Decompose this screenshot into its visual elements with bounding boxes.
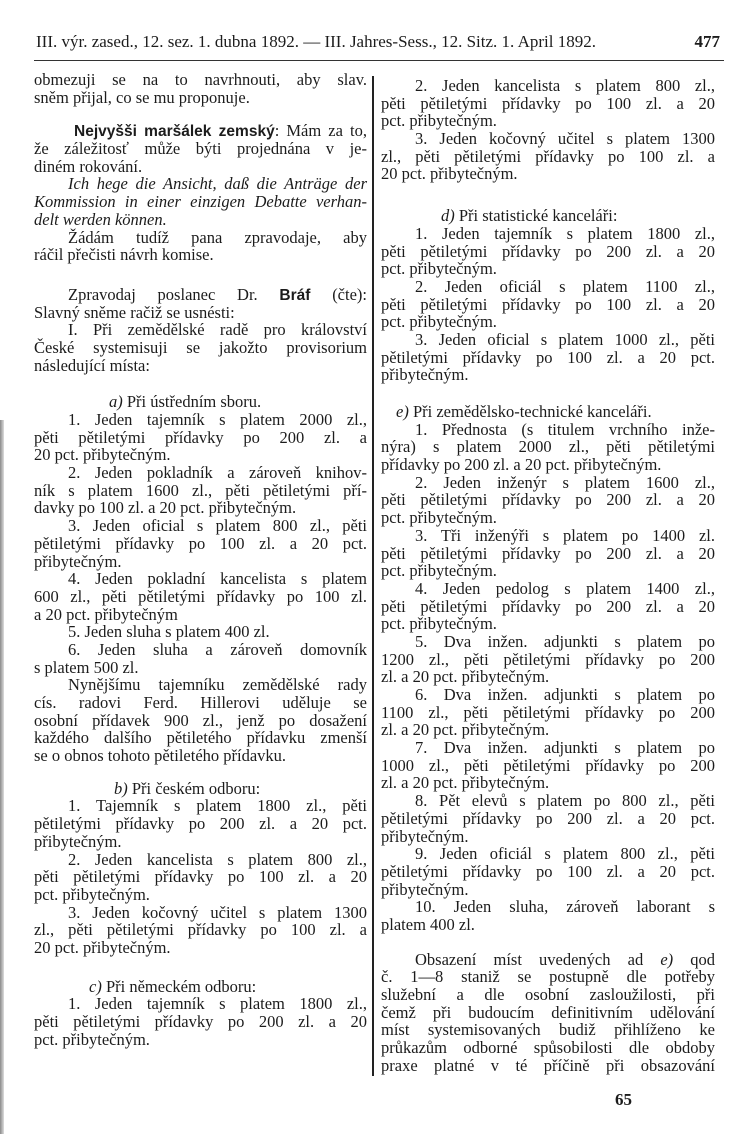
text-segment: Při statistické kanceláři: (454, 206, 618, 226)
text-line: 10. Jeden sluha, zároveň laborant s (415, 897, 715, 917)
paragraph (34, 411, 367, 464)
sec-obsazeni (381, 951, 715, 1075)
text-line: 20 pct. přibytečným. (34, 445, 171, 465)
text-line: davky po 100 zl. a 20 pct. přibytečným. (34, 498, 297, 518)
text-line: Slavný sněme račiž se usnésti: (34, 302, 235, 322)
text-line: 2. Jeden inženýr s platem 1600 zl., (415, 472, 715, 492)
text-line: sněm přijal, co se mu proponuje. (34, 87, 250, 107)
paragraph (381, 580, 715, 633)
text-line: ník s platem 1600 zl., pěti pětiletými pří- (34, 480, 367, 500)
section-heading (381, 403, 715, 421)
text-line: 1. Jeden tajemník s platem 2000 zl., (68, 410, 367, 429)
text-line: pětiletými přídavky po 100 zl. a 20 pct. (381, 347, 715, 367)
paragraph (381, 792, 715, 845)
text-line: pěti pětiletými přídavky po 200 zl. a 20 (34, 1012, 367, 1031)
text-segment: Při zemědělsko-technické kanceláři. (408, 402, 652, 421)
text-line: 8. Pět elevů s platem po 800 zl., pěti (415, 791, 715, 811)
section-heading (34, 393, 367, 411)
text-segment: Zpravodaj poslanec Dr. (68, 284, 280, 304)
text-line (34, 978, 367, 996)
text-line: pěti pětiletými přídavky po 100 zl. a 20 (381, 294, 715, 314)
paragraph (34, 229, 367, 264)
text-line: 20 pct. přibytečným. (34, 937, 171, 957)
text-line: 2. Jeden kancelista s platem 800 zl., (415, 76, 715, 95)
text-line: pěti pětiletými přídavky po 200 zl. a (34, 427, 367, 447)
sec-intro (34, 71, 367, 106)
section-heading (34, 978, 367, 996)
text-line: 3. Jeden oficial s platem 1000 zl., pěti (415, 329, 715, 349)
paragraph (381, 633, 715, 686)
text-line: přibytečným. (381, 365, 469, 385)
text-line: zl., pěti pětiletými přídavky po 100 zl. a (381, 146, 715, 166)
text-line: přibytečným. (34, 551, 122, 571)
text-line: čemž při budoucím definitivním udělování (381, 1002, 715, 1022)
text-line: České systemisuji se jakožto provisorium (34, 337, 367, 357)
text-segment: : Mám za to, (274, 121, 367, 141)
text-line: každého dalšího pětiletého přídavku zmenší (34, 728, 367, 748)
text-line: obmezuji se na to navrhnouti, aby slav. (34, 70, 367, 89)
text-line: zl. a 20 pct. přibytečným. (381, 720, 550, 740)
text-line: 1. Tajemník s platem 1800 zl., pěti (68, 796, 367, 816)
speaker-name: Bráf (279, 286, 311, 304)
text-line: cís. radovi Ferd. Hillerovi uděluje se (34, 693, 367, 712)
text-line: průkazům odborné spůsobilosti dle obdoby (381, 1038, 715, 1058)
text-line: pct. přibytečným. (381, 312, 497, 332)
text-line: míst systemisovaných budiž přihlíženo ke (381, 1020, 715, 1040)
text-line (34, 780, 367, 798)
paragraph (34, 464, 367, 517)
text-line: 5. Jeden sluha s platem 400 zl. (68, 622, 270, 642)
text-segment: Při českém odboru: (127, 778, 261, 798)
text-line: 1. Jeden tajemník s platem 1800 zl., (68, 994, 367, 1014)
text-line: pětiletými přídavky po 100 zl. a 20 pct. (381, 861, 715, 881)
text-line: pct. přibytečným. (34, 1029, 150, 1049)
paragraph (34, 71, 367, 106)
sec-reporter (34, 286, 367, 374)
text-line: pětiletými přídavky po 200 zl. a 20 pct. (381, 808, 715, 828)
sec-b (34, 780, 367, 957)
text-line: pěti pětiletými přídavky po 200 zl. a 20 (381, 241, 715, 261)
text-line: 2. Jeden kancelista s platem 800 zl., (68, 849, 367, 869)
text-line: 600 zl., pěti pětiletými přídavky po 100 zl. (34, 586, 367, 606)
text-line: 6. Dva inžen. adjunkti s platem po (415, 685, 715, 704)
text-line: pěti pětiletými přídavky po 100 zl. a 20 (34, 867, 367, 887)
paragraph (34, 517, 367, 570)
paragraph (381, 331, 715, 384)
text-segment: Při německém odboru: (101, 976, 257, 996)
sec-e (381, 403, 715, 934)
right-column (381, 77, 715, 1074)
text-segment: Při ústředním sboru. (122, 392, 262, 412)
text-line: přibytečným. (381, 826, 469, 846)
text-line: že záležitosť může býti projednána v je- (34, 139, 367, 159)
text-line: přídavky po 200 zl. a 20 pct. přibytečným. (381, 455, 662, 475)
section-heading (381, 207, 715, 225)
text-line (381, 207, 715, 225)
section-heading (34, 780, 367, 798)
text-line (34, 286, 367, 304)
text-line (381, 951, 715, 969)
text-line: pěti pětiletými přídavky po 200 zl. a 20 (381, 490, 715, 510)
paragraph (34, 175, 367, 228)
paragraph (381, 898, 715, 933)
text-line: Ich hege die Ansicht, daß die Anträge der (68, 174, 367, 194)
text-segment: e) (660, 949, 674, 969)
text-line: 20 pct. přibytečným. (381, 164, 518, 184)
text-line: praxe platné v té příčině při obsazování (381, 1055, 715, 1075)
text-line: přibytečným. (381, 879, 469, 899)
left-column (34, 71, 367, 1048)
paragraph (34, 286, 367, 321)
sec-c-cont (381, 77, 715, 183)
paragraph (381, 130, 715, 183)
text-line: pěti pětiletými přídavky po 100 zl. a 20 (381, 93, 715, 113)
text-line: zl., pěti pětiletými přídavky po 100 zl. a (34, 920, 367, 940)
speaker-name: Nejvyšši maršálek zemský (74, 123, 275, 141)
text-line: pěti pětiletými přídavky po 200 zl. a 20 (381, 543, 715, 563)
text-segment: e) (396, 402, 409, 421)
text-line: Kommission in einer einzigen Debatte verhan- (34, 192, 367, 212)
paragraph (381, 739, 715, 792)
text-line: pct. přibytečným. (381, 259, 497, 279)
text-line: 4. Jeden pedolog s platem 1400 zl., (415, 578, 715, 598)
text-line: 1000 zl., pěti pětiletými přídavky po 200 (381, 755, 715, 775)
text-line: Nynějšímu tajemníku zemědělské rady (68, 675, 367, 695)
paragraph (34, 321, 367, 374)
text-line: pěti pětiletými přídavky po 200 zl. a 20 (381, 596, 715, 616)
paragraph (381, 77, 715, 130)
paragraph (34, 995, 367, 1048)
text-line: 3. Tři inženýři s platem po 1400 zl. (415, 525, 715, 545)
sec-a (34, 393, 367, 764)
paragraph (34, 122, 367, 175)
text-line: pct. přibytečným. (381, 561, 497, 581)
paragraph (381, 686, 715, 739)
text-line: pct. přibytečným. (381, 111, 497, 131)
paragraph (34, 623, 367, 641)
text-line: pětiletými přídavky po 100 zl. a 20 pct. (34, 533, 367, 553)
text-segment: a) (109, 392, 123, 412)
text-segment: d) (441, 206, 455, 226)
text-line: č. 1—8 staniž se postupně dle potřeby (381, 967, 715, 987)
running-header (36, 32, 720, 54)
paragraph (34, 851, 367, 904)
paragraph (381, 474, 715, 527)
text-line: následující místa: (34, 355, 150, 375)
paragraph (381, 527, 715, 580)
text-segment: Obsazení míst uvedených ad (415, 949, 661, 969)
text-line (34, 393, 367, 411)
sec-c (34, 978, 367, 1049)
text-segment: (čte): (310, 284, 367, 304)
page-number: 477 (694, 32, 720, 51)
text-line: 5. Dva inžen. adjunkti s platem po (415, 631, 715, 651)
text-line: přibytečným. (34, 831, 122, 851)
text-line: zl. a 20 pct. přibytečným. (381, 773, 550, 793)
text-segment: b) (114, 778, 128, 798)
paragraph (381, 845, 715, 898)
text-line: platem 400 zl. (381, 914, 475, 934)
text-line: pct. přibytečným. (381, 614, 497, 634)
text-line: služební a dle osobní zasloužilosti, při (381, 985, 715, 1004)
text-line: zl. a 20 pct. přibytečným. (381, 667, 550, 687)
paragraph (381, 421, 715, 474)
text-line: Žádám tudíž pana zpravodaje, aby (68, 227, 367, 247)
text-line: nýra) s platem 2000 zl., pěti pětiletými (381, 437, 715, 457)
paragraph (381, 951, 715, 1075)
text-line (381, 403, 715, 421)
column-divider (372, 76, 374, 1076)
text-line: s platem 500 zl. (34, 657, 139, 677)
text-segment: c) (89, 976, 102, 996)
paragraph (34, 676, 367, 764)
paragraph (34, 641, 367, 676)
text-line: 3. Jeden oficial s platem 800 zl., pěti (68, 516, 367, 536)
text-line: 1100 zl., pěti pětiletými přídavky po 200 (381, 702, 715, 722)
text-line: I. Při zemědělské radě pro království (68, 320, 367, 340)
sec-d (381, 207, 715, 384)
text-line: pětiletými přídavky po 200 zl. a 20 pct. (34, 814, 367, 834)
text-line: 2. Jeden pokladník a zároveň knihov- (68, 463, 367, 483)
text-line: 1. Přednosta (s titulem vrchního inže- (415, 419, 715, 439)
paragraph (34, 570, 367, 623)
text-line: delt werden können. (34, 209, 167, 229)
text-line: 9. Jeden oficiál s platem 800 zl., pěti (415, 844, 715, 864)
text-segment: qod (673, 949, 716, 969)
header-rule (34, 60, 724, 61)
text-line: pct. přibytečným. (381, 508, 497, 528)
text-line: a 20 pct. přibytečným (34, 604, 178, 624)
text-line: se o obnos tohoto pětiletého přídavku. (34, 746, 287, 766)
header-title: III. výr. zased., 12. sez. 1. dubna 1892. — III. Jahres-Sess., 12. Sitz. 1. April 1892. (36, 32, 596, 51)
text-line: diném rokování. (34, 156, 143, 176)
text-line: 1200 zl., pěti pětiletými přídavky po 200 (381, 649, 715, 669)
text-line: ráčil přečisti návrh komise. (34, 245, 214, 265)
paragraph (34, 797, 367, 850)
scan-edge (0, 420, 4, 1134)
sec-marshal (34, 122, 367, 264)
text-line: 3. Jeden kočovný učitel s platem 1300 (415, 129, 715, 149)
text-line: pct. přibytečným. (34, 884, 150, 904)
text-line: 6. Jeden sluha a zároveň domovník (68, 639, 367, 659)
text-line: 4. Jeden pokladní kancelista s platem (68, 569, 367, 589)
paragraph (381, 225, 715, 278)
text-line (34, 122, 367, 140)
text-line: 3. Jeden kočovný učitel s platem 1300 (68, 902, 367, 922)
paragraph (381, 278, 715, 331)
text-line: 2. Jeden oficiál s platem 1100 zl., (415, 276, 715, 296)
paragraph (34, 904, 367, 957)
text-line: 1. Jeden tajemník s platem 1800 zl., (415, 223, 715, 243)
text-line: 7. Dva inžen. adjunkti s platem po (415, 738, 715, 758)
signature-mark: 65 (615, 1090, 632, 1109)
text-line: osobní přídavek 900 zl., jenž po dosažení (34, 710, 367, 730)
